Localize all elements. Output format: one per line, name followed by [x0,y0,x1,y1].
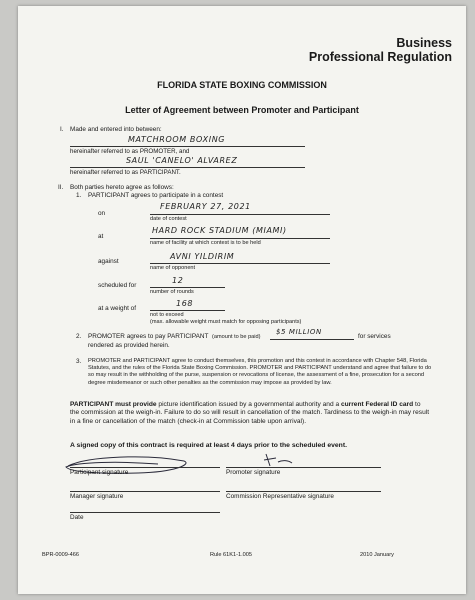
facility-line [150,238,330,239]
scheduled-for-label: scheduled for [98,282,137,289]
participant-name-line [70,167,305,168]
rounds-value: 12 [172,276,184,285]
item-3-number: 3. [76,358,82,365]
section-2-numeral: II. [58,184,64,191]
item-2-text-c: rendered as provided herein. [88,342,170,349]
weight-caption-max: (max. allowable weight must match for opposing participants) [150,319,302,325]
purse-amount-line [270,339,354,340]
promoter-name-line [70,146,305,147]
opponent-value: AVNI YILDIRIM [170,252,235,261]
rounds-line [150,287,225,288]
footer-rule: Rule 61K1-1.005 [210,552,252,558]
document-page [18,6,466,594]
commission-rep-signature-label: Commission Representative signature [226,493,334,500]
participant-caption: hereinafter referred to as PARTICIPANT. [70,169,181,176]
item-3-text: PROMOTER and PARTICIPANT agree to conduct themselves, this promotion and this contest in accordance with Chapter 548, Florida Statutes, and the rules of the Florida State Boxing Commission. PROMOTER and PARTICIPANT understand and agree that failure to do so may result in the withholding of the purse, suspension or revocations of license, the assessment of a fine, prosecution for a second degree misdemeanor or such other penalties as the commission may impose as provided by law. [88,358,432,386]
document-subtitle: Letter of Agreement between Promoter and Participant [125,105,359,115]
id-notice-text-a: picture identification issued by a governmental authority and a [156,401,341,408]
copy-required-notice: A signed copy of this contract is required at least 4 days prior to the scheduled event. [70,442,347,449]
section-2-intro: Both parties hereto agree as follows: [70,184,174,191]
item-1-number: 1. [76,192,82,199]
item-2-amount-note: (amount to be paid) [212,334,261,340]
id-notice-text-b: to the commission at the weigh-in. Failure to do so will result in cancellation of the match. Tardiness to the weigh-in may result in a fine or cancellation of the match (check-in at Commission table upon arrival). [70,401,430,425]
promoter-signature-label: Promoter signature [226,469,281,476]
header-business: Business [396,36,452,50]
against-label: against [98,258,119,265]
facility-value: HARD ROCK STADIUM (MIAMI) [152,226,287,235]
contest-date-line [150,214,330,215]
commission-rep-signature-line [226,491,381,492]
footer-revision: 2010 January [360,552,394,558]
manager-signature-line [70,491,220,492]
manager-signature-label: Manager signature [70,493,124,500]
id-notice-bold-a: PARTICIPANT must provide [70,401,157,408]
promoter-name-value: MATCHROOM BOXING [128,135,226,144]
participant-signature-line [70,467,220,468]
document-title: FLORIDA STATE BOXING COMMISSION [157,80,327,90]
on-label: on [98,210,106,217]
participant-name-value: SAUL 'CANELO' ALVAREZ [126,156,238,165]
weight-caption-not-exceed: not to exceed [150,312,184,318]
facility-caption: name of facility at which contest is to be held [150,240,261,246]
section-1-numeral: I. [60,126,64,133]
id-notice [70,401,430,426]
id-notice-bold-b: current Federal ID card [340,401,414,408]
weight-value: 168 [176,299,194,308]
header-professional-regulation: Professional Regulation [308,50,452,64]
date-label: Date [70,514,84,521]
weight-label: at a weight of [98,305,137,312]
rounds-caption: number of rounds [150,289,194,295]
footer-form-id: BPR-0009-466 [42,552,80,558]
participant-signature-label: Participant signature [70,469,129,476]
item-2-number: 2. [76,333,82,340]
opponent-line [150,263,330,264]
date-line [70,512,220,513]
at-label: at [98,233,104,240]
promoter-caption: hereinafter referred to as PROMOTER, and [70,148,190,155]
section-1-intro: Made and entered into between: [70,126,162,133]
contest-date-caption: date of contest [150,216,187,222]
item-2-text-a: PROMOTER agrees to pay PARTICIPANT [88,333,209,340]
contest-date-value: FEBRUARY 27, 2021 [160,202,251,211]
opponent-caption: name of opponent [150,265,196,271]
item-2-text-b: for services [358,333,391,340]
weight-line [150,310,225,311]
purse-amount-value: $5 MILLION [276,328,322,336]
promoter-signature-line [226,467,381,468]
item-1-text: PARTICIPANT agrees to participate in a contest [88,192,224,199]
